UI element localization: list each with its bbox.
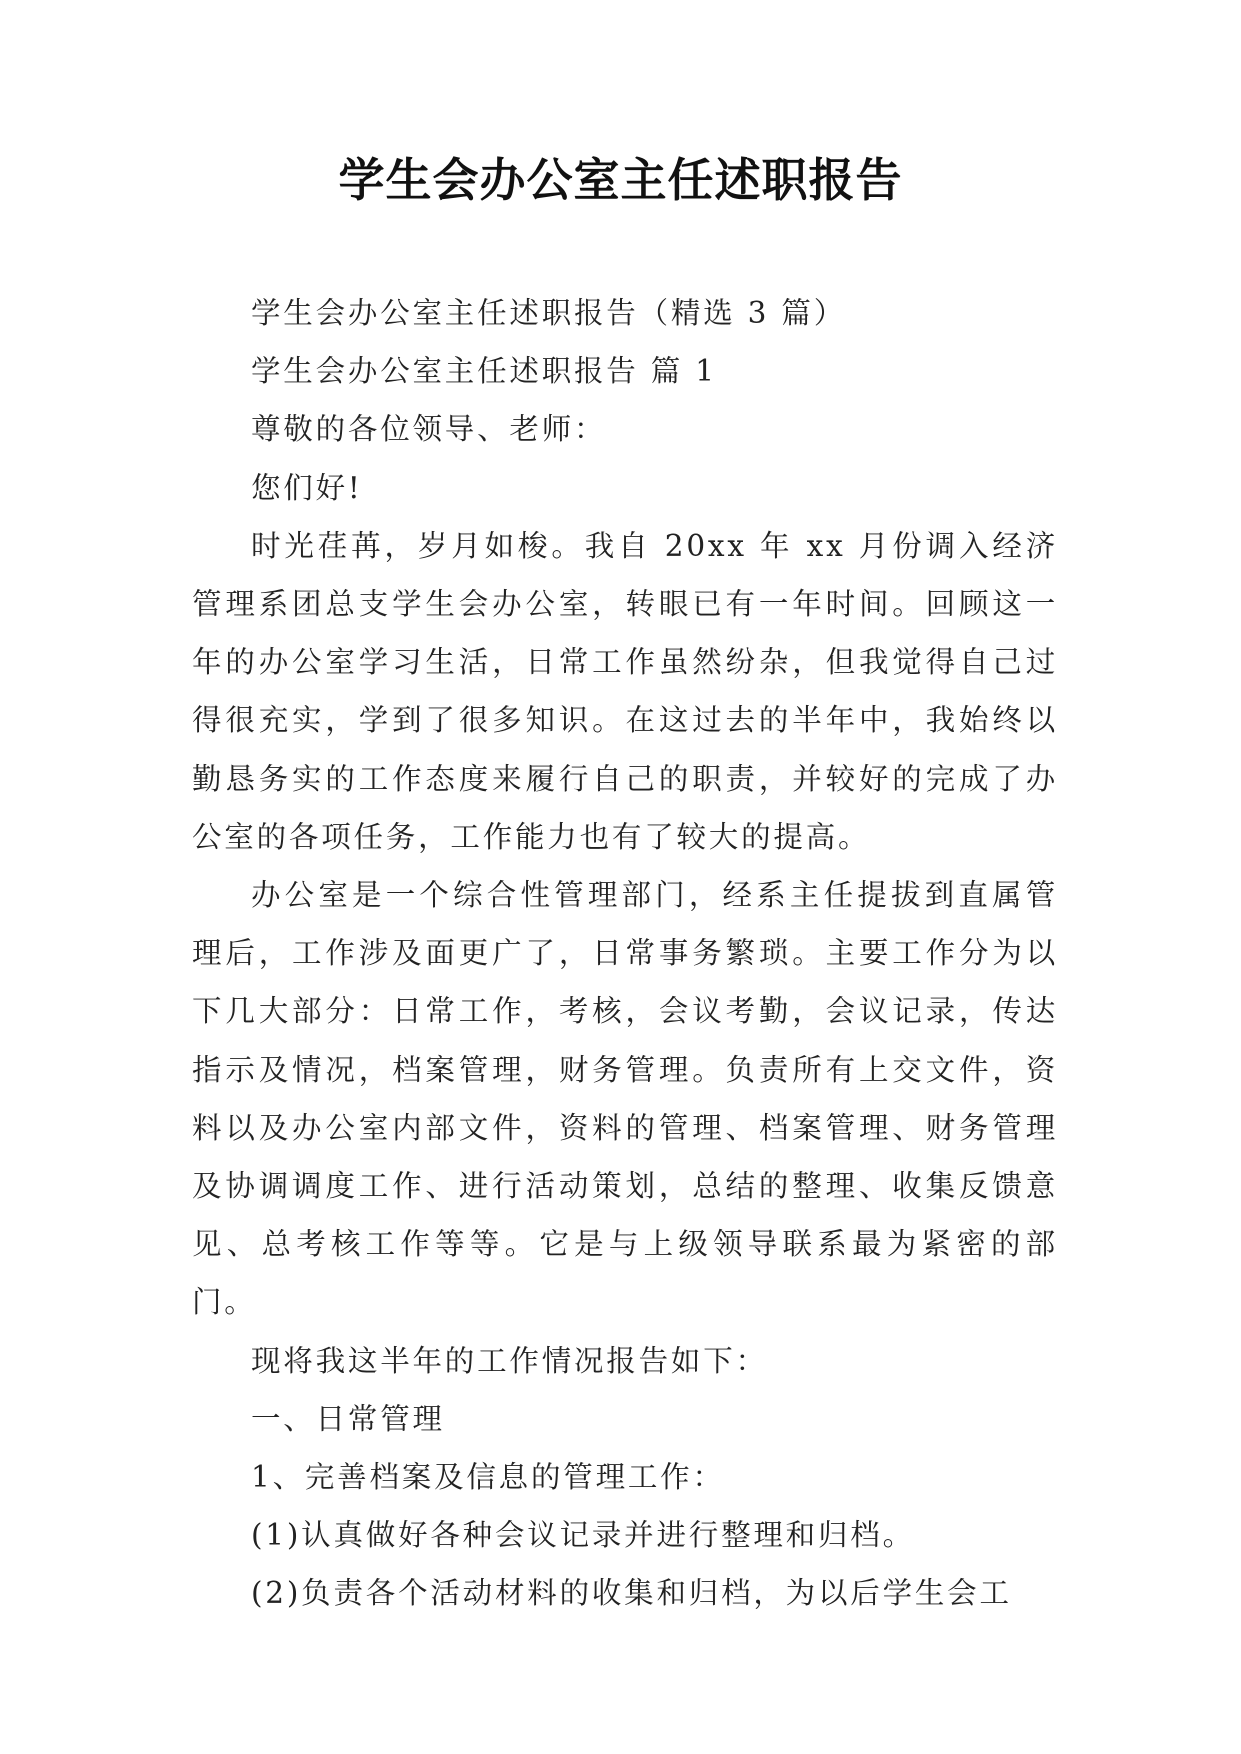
paragraph-subitem-2: (2)负责各个活动材料的收集和归档，为以后学生会工 <box>251 1576 1012 1611</box>
paragraph-subtitle: 学生会办公室主任述职报告（精选 3 篇） <box>251 296 847 330</box>
paragraph-heading-daily-management: 一、日常管理 <box>251 1401 445 1436</box>
paragraph-salutation: 尊敬的各位领导、老师： <box>251 412 607 447</box>
paragraph-subitem-1: (1)认真做好各种会议记录并进行整理和归档。 <box>251 1518 915 1553</box>
paragraph-greeting: 您们好! <box>251 470 363 505</box>
document-title: 学生会办公室主任述职报告 <box>338 153 903 207</box>
document-body <box>192 284 1058 1623</box>
paragraph-item-1: 1、完善档案及信息的管理工作： <box>251 1460 725 1495</box>
paragraph-intro: 时光荏苒，岁月如梭。我自 20xx 年 xx 月份调入经济管理系团总支学生会办公室，转眼已有一年时间。回顾这一年的办公室学习生活，日常工作虽然纷杂，但我觉得自己过得很充实，学到了很多知识。在这过去的半年中，我始终以勤恳务实的工作态度来履行自己的职责，并较好的完成了办公室的各项任务，工作能力也有了较大的提高。 <box>192 528 1058 854</box>
paragraph-section-heading: 学生会办公室主任述职报告 篇 1 <box>251 354 717 389</box>
paragraph-office-description: 办公室是一个综合性管理部门，经系主任提拔到直属管理后，工作涉及面更广了，日常事务繁琐。主要工作分为以下几大部分：日常工作，考核，会议考勤，会议记录，传达指示及情况，档案管理，财务管理。负责所有上交文件，资料以及办公室内部文件，资料的管理、档案管理、财务管理及协调调度工作、进行活动策划，总结的整理、收集反馈意见、总考核工作等等。它是与上级领导联系最为紧密的部门。 <box>192 878 1058 1320</box>
paragraph-report-lead: 现将我这半年的工作情况报告如下： <box>251 1343 768 1378</box>
